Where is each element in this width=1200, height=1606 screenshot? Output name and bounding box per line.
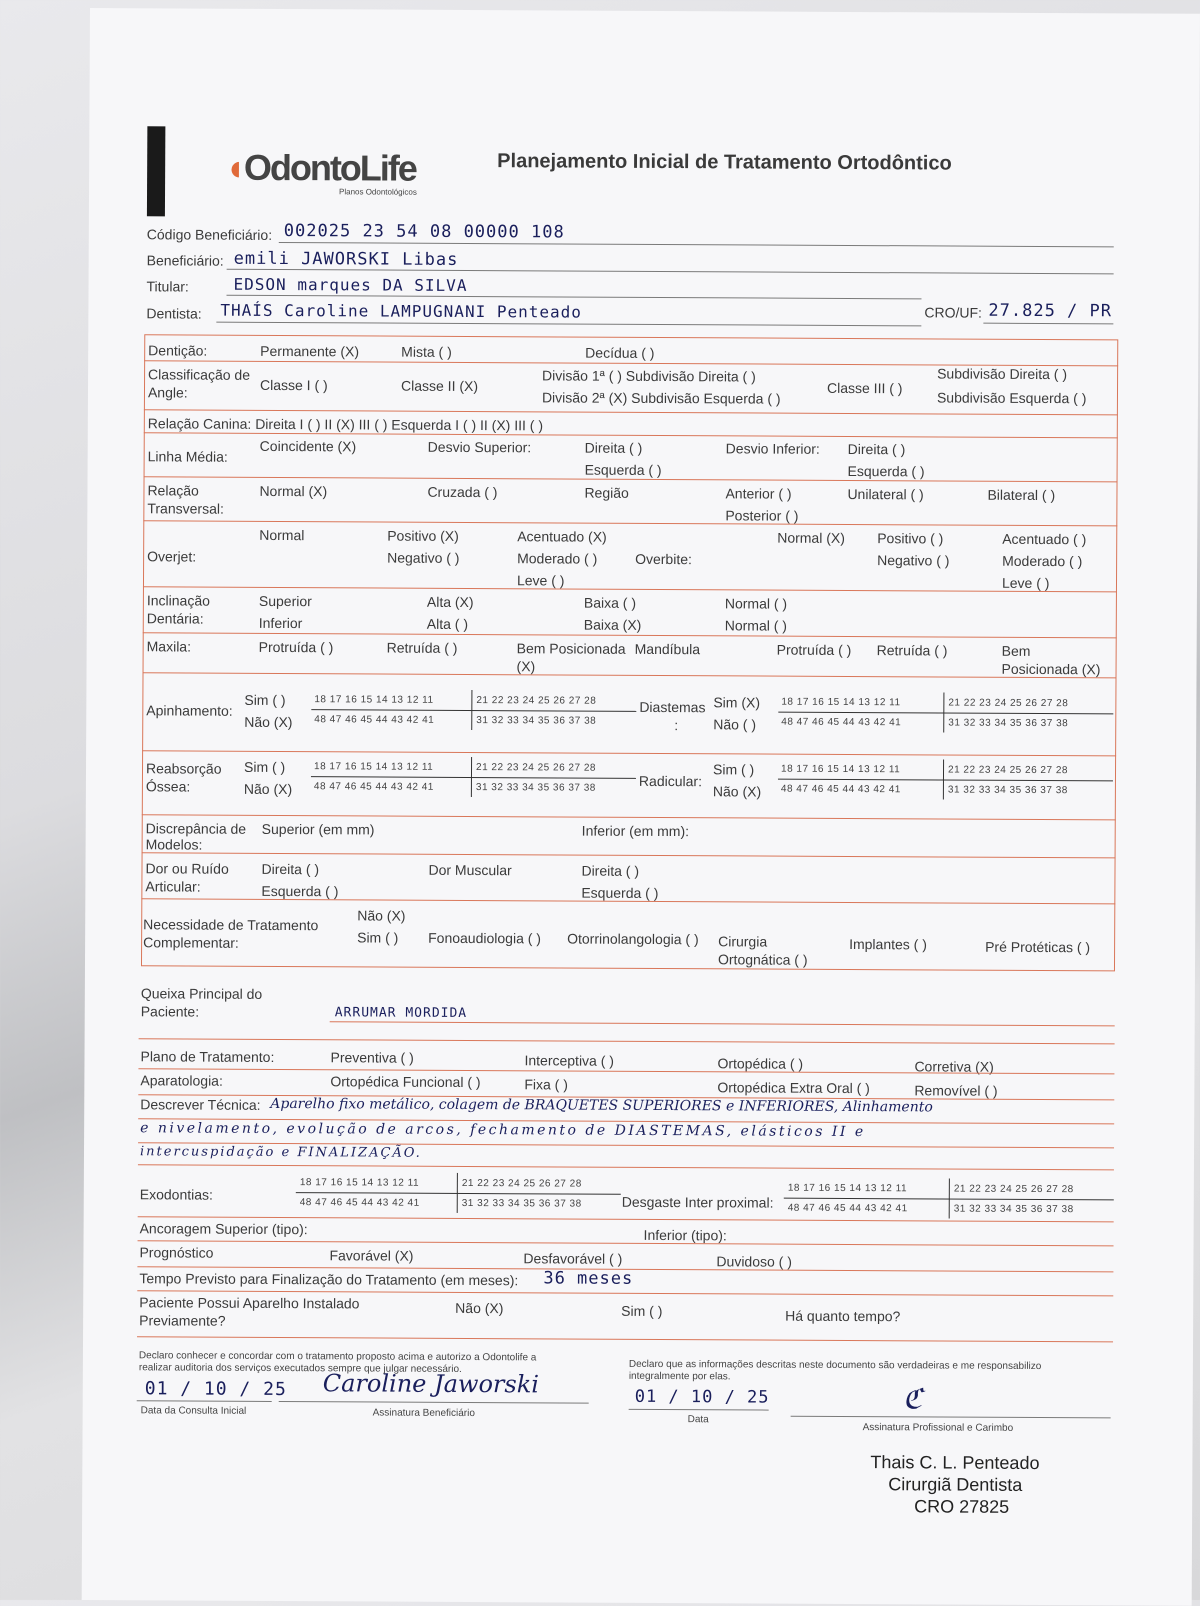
ortopedica-option[interactable]: Ortopédica ( ): [717, 1055, 804, 1072]
exodontias-label: Exodontias:: [139, 1186, 214, 1203]
tempo-label: Tempo Previsto para Finalização do Tratamento (em meses):: [139, 1270, 519, 1289]
diastemas-colon: :: [674, 717, 679, 734]
prognostico-label: Prognóstico: [139, 1244, 214, 1261]
mandibula-posicionada[interactable]: Posicionada (X): [1001, 660, 1101, 678]
inf-alta[interactable]: Alta ( ): [426, 615, 469, 632]
fonoaudiologia-option[interactable]: Fonoaudiologia ( ): [428, 929, 542, 947]
desvio-sup-esquerda[interactable]: Esquerda ( ): [584, 461, 662, 478]
desg-upper-right: 18 17 16 15 14 13 12 11: [787, 1182, 908, 1195]
desvio-inf-esquerda[interactable]: Esquerda ( ): [847, 462, 925, 480]
preventiva-option[interactable]: Preventiva ( ): [330, 1049, 414, 1066]
desg-lower-left: 31 32 33 34 35 36 37 38: [953, 1203, 1074, 1216]
linha-media-label: Linha Média:: [147, 448, 228, 465]
beneficiario-label: Beneficiário:: [146, 252, 224, 269]
angle-label: Angle:: [147, 384, 188, 401]
coincidente-option[interactable]: Coincidente (X): [259, 437, 357, 455]
implantes-option[interactable]: Implantes ( ): [849, 935, 927, 953]
ossea-sim[interactable]: Sim ( ): [243, 758, 286, 776]
ossea-label: Óssea:: [145, 778, 191, 795]
overbite-moderado[interactable]: Moderado ( ): [1002, 552, 1083, 570]
codigo-value: 002025 23 54 08 00000 108: [283, 221, 565, 243]
ortopedica-funcional-option[interactable]: Ortopédica Funcional ( ): [330, 1073, 481, 1091]
declaracao-2a: Declaro que as informações descritas neste documento são verdadeiras e me responsabilizo: [628, 1358, 1042, 1372]
queixa-value: ARRUMAR MORDIDA: [334, 1005, 468, 1021]
overjet-positivo[interactable]: Positivo (X): [387, 527, 459, 544]
diast-lower-right: 48 47 46 45 44 43 42 41: [781, 716, 902, 729]
overbite-positivo[interactable]: Positivo ( ): [877, 530, 944, 547]
ancoragem-label: Ancoragem Superior (tipo):: [139, 1220, 308, 1238]
overjet-moderado[interactable]: Moderado ( ): [517, 550, 598, 567]
mandibula-protruida[interactable]: Protruída ( ): [776, 641, 852, 658]
discrepancia-label: Discrepância de: [145, 820, 247, 837]
mandibula-label: Mandíbula: [634, 640, 701, 658]
diast-upper-right: 18 17 16 15 14 13 12 11: [781, 696, 901, 709]
rad-upper-right: 18 17 16 15 14 13 12 11: [780, 763, 901, 776]
declaracao-1b: realizar auditoria dos serviços executados sempre que julgar necessário.: [138, 1362, 462, 1375]
assinatura-profissional-label: Assinatura Profissional e Carimbo: [862, 1422, 1014, 1434]
assinatura-beneficiario-label: Assinatura Beneficiário: [372, 1407, 475, 1420]
overjet-negativo[interactable]: Negativo ( ): [387, 549, 460, 566]
declaracao-2b: integralmente por elas.: [628, 1370, 731, 1383]
beneficiario-value: emili JAWORSKI Libas: [233, 248, 459, 270]
duvidoso-option[interactable]: Duvidoso ( ): [716, 1253, 792, 1270]
data-value: 01 / 10 / 25: [634, 1386, 770, 1408]
apin-lower-left: 31 32 33 34 35 36 37 38: [476, 715, 597, 727]
superior-mm[interactable]: Superior (em mm): [261, 820, 375, 838]
mandibula-bem: Bem: [1001, 642, 1031, 659]
ossea-upper-left: 21 22 23 24 25 26 27 28: [475, 762, 596, 774]
diast-upper-left: 21 22 23 24 25 26 27 28: [948, 697, 1069, 710]
inferior-tipo-label: Inferior (tipo):: [643, 1226, 727, 1244]
removivel-option[interactable]: Removível ( ): [914, 1082, 998, 1099]
brand-subtitle: Planos Odontológicos: [339, 187, 417, 197]
form-sheet: [82, 8, 1200, 1606]
beneficiario-signature: Caroline Jaworski: [322, 1369, 540, 1399]
overbite-normal[interactable]: Normal (X): [777, 529, 845, 546]
aparelho-nao[interactable]: Não (X): [455, 1299, 504, 1317]
aparelho-sim[interactable]: Sim ( ): [621, 1302, 663, 1320]
ossea-upper-right: 18 17 16 15 14 13 12 11: [314, 761, 434, 773]
necessidade-label: Necessidade de Tratamento: [143, 916, 319, 934]
exo-lower-right: 48 47 46 45 44 43 42 41: [299, 1197, 420, 1209]
articular-direita[interactable]: Direita ( ): [261, 860, 320, 878]
ossea-lower-right: 48 47 46 45 44 43 42 41: [313, 781, 434, 793]
ha-quanto-tempo[interactable]: Há quanto tempo?: [785, 1307, 901, 1325]
stamp-cro: CRO 27825: [914, 1496, 1010, 1517]
previamente-label: Previamente?: [139, 1312, 226, 1329]
apinhamento-sim[interactable]: Sim ( ): [244, 691, 286, 709]
articular-esquerda[interactable]: Esquerda ( ): [261, 882, 339, 900]
stamp-name: Thais C. L. Penteado: [870, 1452, 1040, 1473]
overjet-acentuado[interactable]: Acentuado (X): [517, 528, 607, 545]
classe2-option[interactable]: Classe II (X): [400, 377, 479, 395]
page-title: Planejamento Inicial de Tratamento Ortodôntico: [497, 150, 952, 175]
plano-label: Plano de Tratamento:: [140, 1048, 275, 1065]
transversal-normal[interactable]: Normal (X): [259, 482, 328, 500]
maxila-retruida[interactable]: Retruída ( ): [386, 639, 458, 656]
descrever-label: Descrever Técnica:: [140, 1096, 261, 1113]
corretiva-option[interactable]: Corretiva (X): [914, 1058, 994, 1075]
relacao-canina-row[interactable]: Relação Canina: Direita I ( ) II (X) III ( ) Esquerda I ( ) II (X) III ( ): [147, 415, 544, 434]
inclinacao-label: Inclinação: [146, 592, 210, 609]
maxila-bem-x[interactable]: (X): [516, 658, 536, 675]
transversal-cruzada[interactable]: Cruzada ( ): [427, 483, 498, 501]
ortopedica-extra-option[interactable]: Ortopédica Extra Oral ( ): [717, 1079, 870, 1097]
maxila-label: Maxila:: [146, 638, 192, 655]
data-consulta-label: Data da Consulta Inicial: [140, 1405, 247, 1417]
rad-upper-left: 21 22 23 24 25 26 27 28: [947, 764, 1068, 777]
desg-lower-right: 48 47 46 45 44 43 42 41: [787, 1202, 908, 1215]
inf-baixa[interactable]: Baixa (X): [583, 616, 642, 633]
data-consulta-value: 01 / 10 / 25: [144, 1378, 287, 1401]
otorrino-option[interactable]: Otorrinolangologia ( ): [567, 930, 699, 948]
overjet-label: Overjet:: [147, 548, 197, 565]
divisao1-option[interactable]: Divisão 1ª ( ) Subdivisão Direita ( ): [542, 367, 756, 385]
diast-lower-left: 31 32 33 34 35 36 37 38: [948, 717, 1069, 730]
overjet-leve[interactable]: Leve ( ): [516, 572, 565, 589]
apin-lower-right: 48 47 46 45 44 43 42 41: [314, 714, 435, 726]
exo-upper-right: 18 17 16 15 14 13 12 11: [299, 1177, 420, 1189]
desfavoravel-option[interactable]: Desfavorável ( ): [523, 1250, 623, 1267]
overjet-normal[interactable]: Normal: [259, 526, 305, 544]
preproteticas-option[interactable]: Pré Protéticas ( ): [985, 938, 1091, 956]
anterior-option[interactable]: Anterior ( ): [725, 485, 792, 502]
tecnica-line-3: intercuspidação e FINALIZAÇÃO.: [139, 1144, 422, 1161]
rad-lower-left: 31 32 33 34 35 36 37 38: [947, 784, 1068, 797]
overbite-leve[interactable]: Leve ( ): [1001, 574, 1050, 592]
radicular-nao[interactable]: Não (X): [712, 783, 762, 800]
stamp-title: Cirurgiã Dentista: [888, 1474, 1023, 1495]
tecnica-line-1: Aparelho fixo metálico, colagem de BRAQUETES SUPERIORES e INFERIORES, Alinhamento: [270, 1095, 933, 1116]
fixa-option[interactable]: Fixa ( ): [524, 1076, 568, 1093]
diastemas-label: Diastemas: [639, 698, 706, 716]
aparelho-label: Paciente Possui Aparelho Instalado: [139, 1294, 360, 1312]
inf-normal[interactable]: Normal ( ): [724, 617, 788, 634]
sup-normal[interactable]: Normal ( ): [724, 595, 788, 612]
classe1-option[interactable]: Classe I ( ): [259, 376, 328, 394]
subdivisao-direita[interactable]: Subdivisão Direita ( ): [937, 365, 1068, 383]
inclinacao-inferior: Inferior: [258, 614, 303, 632]
sup-alta[interactable]: Alta (X): [426, 593, 474, 611]
tecnica-line-2: e nivelamento, evolução de arcos, fechamento de DIASTEMAS, elásticos II e: [140, 1120, 866, 1141]
dor-label: Dor ou Ruído: [145, 860, 229, 877]
muscular-esquerda[interactable]: Esquerda ( ): [581, 884, 659, 901]
dentaria-label: Dentária:: [146, 610, 204, 627]
complementar-label: Complementar:: [143, 934, 239, 951]
maxila-bem-pos[interactable]: Bem Posicionada: [516, 640, 626, 657]
mista-option[interactable]: Mista ( ): [401, 343, 452, 360]
desvio-inf-direita[interactable]: Direita ( ): [847, 440, 906, 458]
apinhamento-nao[interactable]: Não (X): [244, 713, 293, 731]
interceptiva-option[interactable]: Interceptiva ( ): [524, 1052, 615, 1069]
aparatologia-label: Aparatologia:: [140, 1072, 223, 1089]
desvio-sup-direita[interactable]: Direita ( ): [584, 439, 643, 456]
apin-upper-left: 21 22 23 24 25 26 27 28: [476, 695, 597, 707]
desvio-inferior-label: Desvio Inferior:: [725, 440, 820, 457]
ossea-lower-left: 31 32 33 34 35 36 37 38: [475, 782, 596, 794]
articular-label: Articular:: [145, 878, 201, 895]
cirurgia-option[interactable]: Cirurgia: [718, 933, 768, 950]
divisao2-option[interactable]: Divisão 2ª (X) Subdivisão Esquerda ( ): [541, 389, 781, 407]
brand-name: OdontoLife: [243, 146, 416, 189]
tempo-value: 36 meses: [543, 1268, 634, 1289]
titular-value: EDSON marques DA SILVA: [233, 274, 468, 295]
modelos-label: Modelos:: [145, 836, 203, 853]
overbite-acentuado[interactable]: Acentuado ( ): [1002, 530, 1087, 548]
classe3-option[interactable]: Classe III ( ): [826, 379, 903, 397]
inclinacao-superior: Superior: [258, 592, 312, 610]
diastemas-sim[interactable]: Sim (X): [713, 694, 761, 711]
unilateral-option[interactable]: Unilateral ( ): [847, 485, 924, 503]
codigo-label: Código Beneficiário:: [146, 226, 273, 243]
ortognatica-option[interactable]: Ortognática ( ): [717, 951, 808, 968]
data-label: Data: [687, 1414, 709, 1426]
reabsorcao-label: Reabsorção: [145, 760, 222, 777]
professional-signature-mark: ℭ: [902, 1382, 923, 1416]
mandibula-retruida[interactable]: Retruída ( ): [876, 642, 948, 659]
permanente-option[interactable]: Permanente (X): [260, 342, 360, 360]
decidua-option[interactable]: Decídua ( ): [585, 344, 655, 361]
posterior-option[interactable]: Posterior ( ): [725, 507, 799, 524]
denticao-label: Dentição:: [148, 342, 208, 359]
overbite-label: Overbite:: [635, 550, 692, 568]
ossea-nao[interactable]: Não (X): [243, 780, 293, 798]
paciente-label: Paciente:: [140, 1003, 200, 1020]
desvio-superior-label: Desvio Superior:: [427, 438, 532, 456]
relacao-label: Relação: [147, 482, 199, 499]
inferior-mm[interactable]: Inferior (em mm):: [581, 822, 690, 840]
transversal-label: Transversal:: [147, 500, 224, 517]
cro-label: CRO/UF:: [924, 304, 983, 321]
diastemas-nao[interactable]: Não ( ): [713, 716, 757, 733]
brand-logo: ◖OdontoLife: [224, 146, 416, 189]
declaracao-1a: Declaro conhecer e concordar com o tratamento proposto acima e autorizo a Odontolife a: [138, 1350, 537, 1364]
exo-lower-left: 31 32 33 34 35 36 37 38: [461, 1197, 582, 1210]
apin-upper-right: 18 17 16 15 14 13 12 11: [314, 694, 434, 706]
maxila-protruida[interactable]: Protruída ( ): [258, 638, 334, 656]
exo-upper-left: 21 22 23 24 25 26 27 28: [461, 1177, 582, 1190]
rad-lower-right: 48 47 46 45 44 43 42 41: [780, 783, 901, 796]
dentista-value: THAÍS Caroline LAMPUGNANI Penteado: [220, 300, 582, 322]
titular-label: Titular:: [146, 278, 189, 295]
bilateral-option[interactable]: Bilateral ( ): [987, 486, 1056, 504]
favoravel-option[interactable]: Favorável (X): [329, 1247, 414, 1264]
queixa-label: Queixa Principal do: [140, 985, 263, 1002]
cro-value: 27.825 / PR: [988, 300, 1113, 322]
classificacao-label: Classificação de: [148, 366, 251, 383]
overbite-negativo[interactable]: Negativo ( ): [877, 552, 950, 569]
complementar-nao[interactable]: Não (X): [357, 907, 406, 924]
radicular-sim[interactable]: Sim ( ): [712, 761, 755, 778]
regiao-label: Região: [584, 484, 629, 501]
complementar-sim[interactable]: Sim ( ): [357, 929, 399, 946]
subdivisao-esquerda[interactable]: Subdivisão Esquerda ( ): [936, 389, 1087, 407]
dor-muscular-label: Dor Muscular: [428, 861, 512, 879]
apinhamento-label: Apinhamento:: [146, 702, 233, 719]
sup-baixa[interactable]: Baixa ( ): [583, 594, 637, 611]
side-bar-strip: [147, 126, 165, 216]
muscular-direita[interactable]: Direita ( ): [581, 862, 640, 879]
desg-upper-left: 21 22 23 24 25 26 27 28: [953, 1183, 1074, 1196]
radicular-label: Radicular:: [638, 772, 703, 790]
dentista-label: Dentista:: [146, 305, 202, 322]
desgaste-label: Desgaste Inter proximal:: [621, 1193, 774, 1211]
